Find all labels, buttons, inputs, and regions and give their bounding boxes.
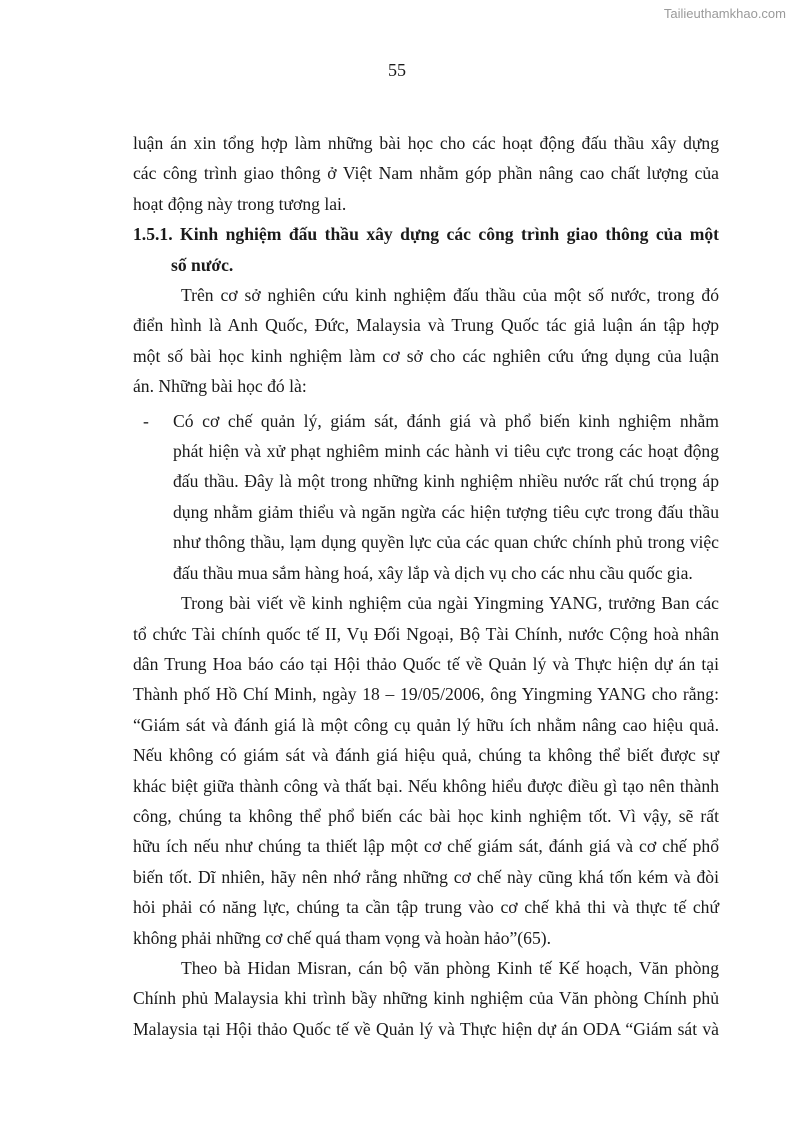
text-line: khác biệt giữa thành công và thất bại. Nếu không hiểu được điều gì tạo nên thành <box>133 775 719 796</box>
heading-line: 1.5.1. Kinh nghiệm đấu thầu xây dựng các công trình giao thông của một <box>133 224 719 245</box>
watermark: Tailieuthamkhao.com <box>663 6 786 21</box>
text-line: phát hiện và xử phạt nghiêm minh các hành vi tiêu cực trong các hoạt động <box>173 441 719 462</box>
text-line: điển hình là Anh Quốc, Đức, Malaysia và Trung Quốc tác giả luận án tập hợp <box>133 315 719 336</box>
text-line: như thông thầu, lạm dụng quyền lực của các quan chức chính phủ trong việc <box>173 532 719 553</box>
text-line: dân Trung Hoa báo cáo tại Hội thảo Quốc tế về Quản lý và Thực hiện dự án tại <box>133 653 719 674</box>
text-line: luận án xin tổng hợp làm những bài học cho các hoạt động đấu thầu xây dựng <box>133 133 719 153</box>
intro-paragraph <box>133 128 719 219</box>
text-line: hoạt động này trong tương lai. <box>133 193 347 214</box>
section-heading <box>133 219 719 280</box>
text-line: Malaysia tại Hội thảo Quốc tế về Quản lý và Thực hiện dự án ODA “Giám sát và <box>133 1018 719 1039</box>
page-body <box>133 128 719 1044</box>
page-number: 55 <box>388 60 406 80</box>
text-line: đấu thầu. Đây là một trong những kinh nghiệm nhiều nước rất chú trọng áp <box>173 471 719 492</box>
text-line: Nếu không có giám sát và đánh giá hiệu quả, chúng ta không thể biết được sự <box>133 745 719 766</box>
text-line: công, chúng ta không thể phổ biến các bài học kinh nghiệm tốt. Vì vậy, sẽ rất <box>133 805 719 826</box>
text-line: một số bài học kinh nghiệm làm cơ sở cho các nghiên cứu ứng dụng của luận <box>133 345 719 366</box>
bullet-item <box>133 406 719 588</box>
text-line: Có cơ chế quản lý, giám sát, đánh giá và phổ biến kinh nghiệm nhằm <box>173 410 719 431</box>
text-line: “Giám sát và đánh giá là một công cụ quản lý hữu ích nhằm nâng cao hiệu quả. <box>133 714 719 735</box>
text-line: Theo bà Hidan Misran, cán bộ văn phòng Kinh tế Kế hoạch, Văn phòng <box>181 957 719 978</box>
text-line: Trên cơ sở nghiên cứu kinh nghiệm đấu thầu của một số nước, trong đó <box>181 285 719 306</box>
text-line: không phải những cơ chế quá tham vọng và hoàn hảo”(65). <box>133 927 552 948</box>
text-line: đấu thầu mua sắm hàng hoá, xây lắp và dịch vụ cho các nhu cầu quốc gia. <box>173 562 693 583</box>
text-line: Thành phố Hồ Chí Minh, ngày 18 – 19/05/2006, ông Yingming YANG cho rằng: <box>133 684 719 705</box>
text-line: các công trình giao thông ở Việt Nam nhằm góp phần nâng cao chất lượng của <box>133 163 719 184</box>
paragraph-3 <box>133 953 719 1044</box>
text-line: án. Những bài học đó là: <box>133 376 307 397</box>
text-line: hỏi phải có năng lực, chúng ta cần tập trung vào cơ chế khả thi và thực tế chứ <box>133 897 719 918</box>
text-line: Chính phủ Malaysia khi trình bầy những kinh nghiệm của Văn phòng Chính phủ <box>133 988 719 1009</box>
bullet-dash: - <box>143 410 149 431</box>
text-line: dụng nhằm giảm thiểu và ngăn ngừa các hiện tượng tiêu cực trong đấu thầu <box>173 501 719 522</box>
text-line: Trong bài viết về kinh nghiệm của ngài Yingming YANG, trưởng Ban các <box>181 593 719 614</box>
text-line: biến tốt. Dĩ nhiên, hãy nên nhớ rằng những cơ chế này cũng khá tốn kém và đòi <box>133 866 719 887</box>
text-line: tổ chức Tài chính quốc tế II, Vụ Đối Ngoại, Bộ Tài Chính, nước Cộng hoà nhân <box>133 623 719 644</box>
heading-line: số nước. <box>171 254 234 275</box>
paragraph-2 <box>133 588 719 953</box>
text-line: hữu ích nếu như chúng ta thiết lập một cơ chế giám sát, đánh giá và cơ chế phổ <box>133 836 719 857</box>
paragraph-1 <box>133 280 719 402</box>
